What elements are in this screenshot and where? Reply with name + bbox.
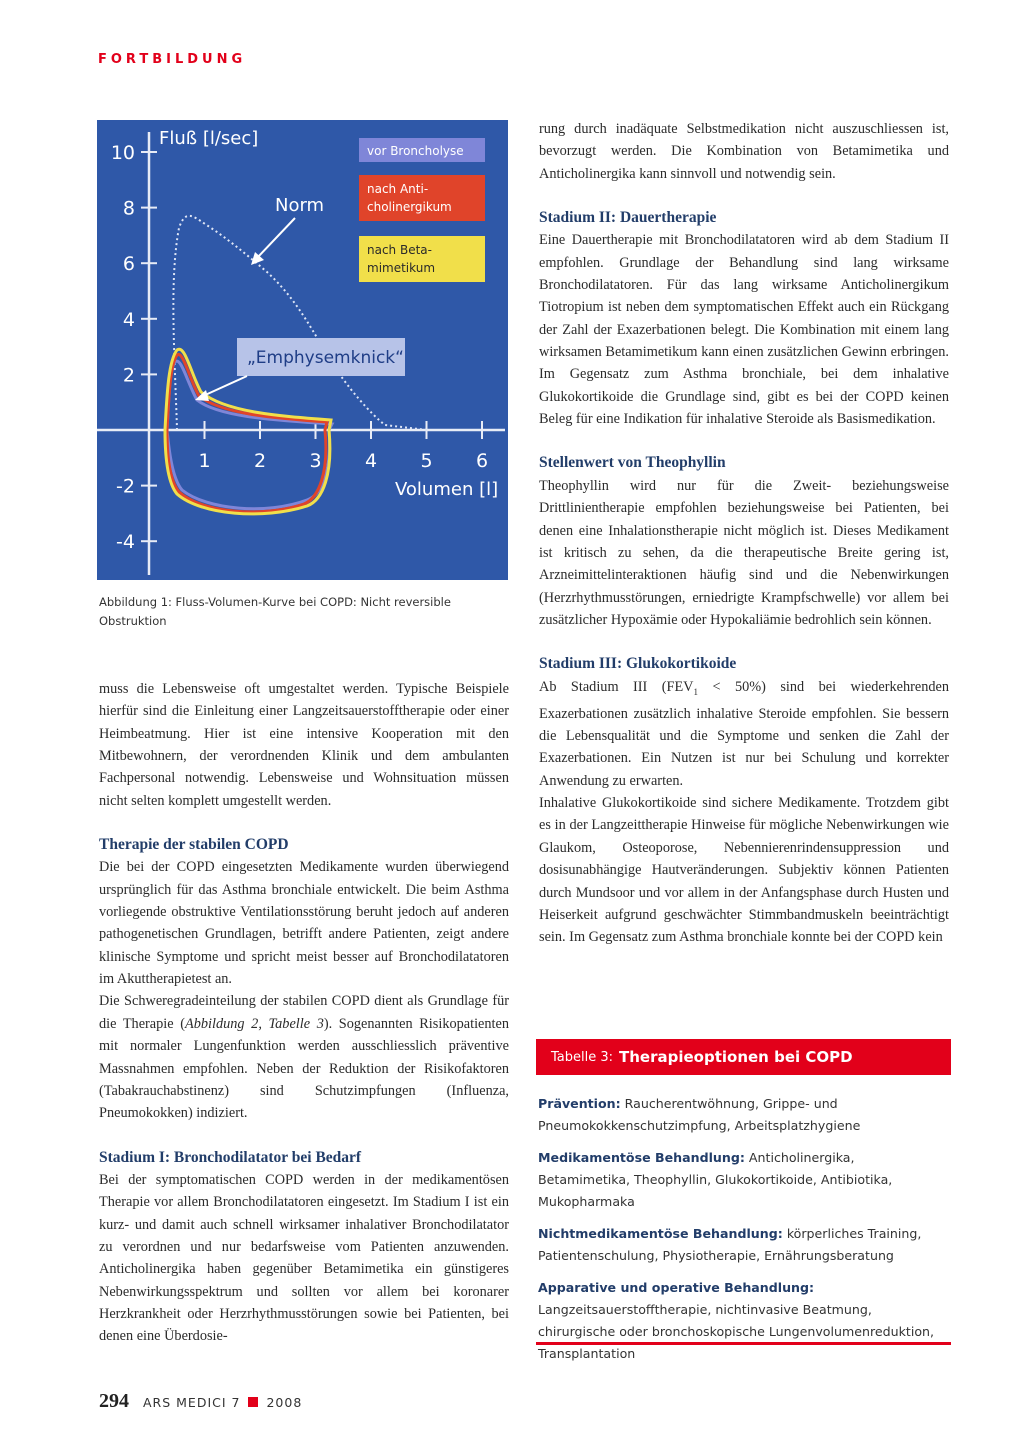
row-text: körperliches Training, Patientenschulung, Physiotherapie, Ernährungsberatung: [538, 1226, 922, 1263]
y-tick-label: 4: [122, 308, 135, 331]
heading-theophyllin: Stellenwert von Theophyllin: [539, 454, 726, 472]
x-tick-label: 3: [309, 450, 322, 472]
paragraph: rung durch inadäquate Selbstmedikation nicht auszuschliessen ist, bevorzugt werden. Die Kombination von Betamimetika und Anticholinergika kann sinnvoll und notwendig sein.: [539, 121, 949, 182]
y-tick-label: 10: [110, 142, 135, 164]
text: Ab Stadium III (FEV: [539, 678, 694, 695]
legend-label-nach-anticholinergikum-2: cholinergikum: [367, 200, 452, 214]
row-key: Nichtmedikamentöse Behandlung:: [538, 1226, 783, 1241]
subscript: 1: [693, 686, 699, 697]
figure-caption: Abbildung 1: Fluss-Volumen-Kurve bei COPD: Nicht reversible Obstruktion: [99, 595, 451, 628]
x-tick-label: 5: [420, 450, 433, 472]
left-column: [99, 678, 509, 1348]
table-row: [538, 1093, 948, 1137]
x-tick-label: 6: [475, 450, 489, 472]
paragraph: Bei der symptomatischen COPD werden in der medikamentösen Therapie vor allem Bronchodilatatoren eingesetzt. Im Stadium I ist ein kurz- und damit auch schnell wirksamer inhalativer Bronchodilatator zu verordnen und nur bedarfsweise vom Patienten anzuwenden. Anticholinergika haben gegenüber Betamimetika ein günstigeres Nebenwirkungsspektrum und sollten vor allem bei koronarer Herzkrankheit oder Herzrhythmusstörungen sowie bei Patienten, bei denen eine Überdosie-: [99, 1171, 509, 1345]
page-footer: [99, 1390, 302, 1413]
x-axis-label: Volumen [l]: [395, 479, 499, 500]
heading-stadium-1: Stadium I: Bronchodilatator bei Bedarf: [99, 1148, 362, 1166]
paragraph: Inhalative Glukokortikoide sind sichere Medikamente. Trotzdem gibt es in der Langzeittherapie Hinweise für mögliche Nebenwirkungen wie Glaukom, Osteoporose, Nebennierenrindensuppression und dosisunabhängige Hautveränderungen. Subjektiv können Patienten durch Mundsoor und vor allem in der Anfangsphase durch Husten und Heiserkeit aufgrund geschwächter Stimmbandmuskeln beeinträchtigt sein. Im Gegensatz zum Asthma bronchiale konnte bei der COPD kein: [539, 795, 949, 946]
paragraph: Theophyllin wird nur für die Zweit- beziehungsweise Drittlinientherapie empfohlen beziehungsweise bei Patienten, bei denen eine Inhalationstherapie nicht möglich ist. Dieses Medikament ist kritisch zu sehen, da die therapeutische Breite gering ist, Arzneimittelinteraktionen häufig sind und die Nebenwirkungen (Herzrhythmusstörungen, erniedrigte Krampfschwelle) vor allem bei zusätzlicher Hypoxämie oder Hypokaliämie bedrohlich sein können.: [539, 477, 949, 628]
flow-volume-figure: [97, 120, 508, 580]
row-text: Anticholinergika, Betamimetika, Theophyllin, Glukokortikoide, Antibiotika, Mukopharmaka: [538, 1150, 893, 1209]
paragraph: [99, 990, 509, 1124]
text: Die Schweregradeinteilung der stabilen COPD dient als Grundlage für die Therapie (: [99, 993, 509, 1032]
norm-label: Norm: [275, 195, 325, 216]
separator-square-icon: [248, 1397, 258, 1407]
x-tick-label: 4: [364, 450, 378, 472]
table-row: [538, 1223, 948, 1267]
journal-year: 2008: [266, 1395, 303, 1410]
row-key: Apparative und operative Behandlung:: [538, 1280, 815, 1295]
legend-label-vor-broncholyse: vor Broncholyse: [367, 144, 464, 158]
paragraph: Eine Dauertherapie mit Bronchodilatatoren wird ab dem Stadium II empfohlen. Grundlage der Behandlung sind lang wirksame Bronchodilatatoren. Für das lang wirksame Anticholinergikum Tiotropium ist neben dem symptomatischen Effekt auch ein Rückgang der Zahl der Exazerbationen belegt. Die Kombination mit einem lang wirksamen Betamimetikum kann einen zusätzlichen Gewinn erbringen. Im Gegensatz zum Asthma bronchiale, bei dem inhalative Glukokortikoide die Grundlage sind, gibt es bei der COPD keinen Beleg für eine Indikation für inhalative Steroide als Basismedikation.: [539, 232, 949, 428]
heading-stadium-2: Stadium II: Dauertherapie: [539, 209, 717, 227]
text: < 50%) sind bei wiederkehrenden Exazerbationen zusätzlich inhalative Steroide empfohlen. Sie bessern die Lebensqualität und die Symptome und senken die Zahl der Exazerbationen. Ein Nutzen ist nur bei Schulung und korrekter Anwendung zu erwarten.: [539, 678, 949, 789]
table-label: Tabelle 3:: [551, 1049, 614, 1065]
section-label: FORTBILDUNG: [98, 52, 247, 67]
y-tick-label: 6: [122, 253, 135, 276]
legend: [359, 138, 485, 282]
y-tick-label: -2: [116, 475, 135, 498]
legend-label-nach-betamimetikum-2: mimetikum: [367, 261, 436, 275]
flow-volume-chart: [97, 120, 508, 580]
y-tick-label: 2: [122, 364, 135, 387]
y-axis-label: Fluß [l/sec]: [159, 128, 259, 149]
paragraph: Die bei der COPD eingesetzten Medikamente wurden überwiegend ursprünglich für das Asthma bronchiale entwickelt. Die beim Asthma vorliegende obstruktive Ventilationsstörung beruht jedoch auf anderen pathogenetischen Grundlagen, betrifft andere Patienten, zeigt andere klinische Symptome und spricht meist besser auf Bronchodilatatoren im Akuttherapietest an.: [99, 859, 509, 988]
heading-stadium-3: Stadium III: Glukokortikoide: [539, 655, 737, 673]
right-column: [539, 118, 949, 949]
table-title: Therapieoptionen bei COPD: [619, 1048, 853, 1066]
table-row: [538, 1277, 948, 1365]
y-tick-label: -4: [116, 531, 135, 554]
table-header: [536, 1039, 951, 1075]
legend-label-nach-betamimetikum-1: nach Beta-: [367, 243, 432, 257]
paragraph: [539, 676, 949, 793]
text: ). Sogenannten Risikopatienten mit normaler Lungenfunktion werden ausschliesslich präventive Massnahmen empfohlen. Neben der Reduktion der Risikofaktoren (Tabakrauchabstinenz) sind Schutzimpfungen (Influenza, Pneumokokken) indiziert.: [99, 1015, 510, 1122]
x-tick-label: 1: [198, 450, 211, 472]
table-therapieoptionen: [536, 1039, 951, 1361]
x-tick-label: 2: [253, 450, 267, 472]
table-body: [536, 1075, 951, 1365]
figure-reference: Abbildung 2, Tabelle 3: [185, 1015, 324, 1032]
y-tick-label: 8: [122, 197, 135, 220]
emphysemknick-label: „Emphysemknick“: [247, 348, 404, 368]
heading-therapie-stabile-copd: Therapie der stabilen COPD: [99, 836, 289, 854]
row-key: Medikamentöse Behandlung:: [538, 1150, 745, 1165]
legend-label-nach-anticholinergikum-1: nach Anti-: [367, 182, 429, 196]
row-key: Prävention:: [538, 1096, 621, 1111]
page-number: 294: [99, 1390, 129, 1412]
table-row: [538, 1147, 948, 1213]
row-text: Raucherentwöhnung, Grippe- und Pneumokokkenschutzimpfung, Arbeitsplatzhygiene: [538, 1096, 861, 1133]
paragraph: muss die Lebensweise oft umgestaltet werden. Typische Beispiele hierfür sind die Einleitung einer Langzeitsauerstofftherapie oder einer Heimbeatmung. Hier ist eine intensive Kooperation mit den Mitbewohnern, der verordnenden Klinik und dem ambulanten Fachpersonal notwendig. Lebensweise und Wohnsituation müssen nicht selten komplett umgestellt werden.: [99, 681, 509, 809]
journal-name: ARS MEDICI 7: [143, 1395, 241, 1410]
row-text: Langzeitsauerstofftherapie, nichtinvasive Beatmung, chirurgische oder bronchoskopische Lungenvolumenreduktion, Transplantation: [538, 1302, 935, 1361]
